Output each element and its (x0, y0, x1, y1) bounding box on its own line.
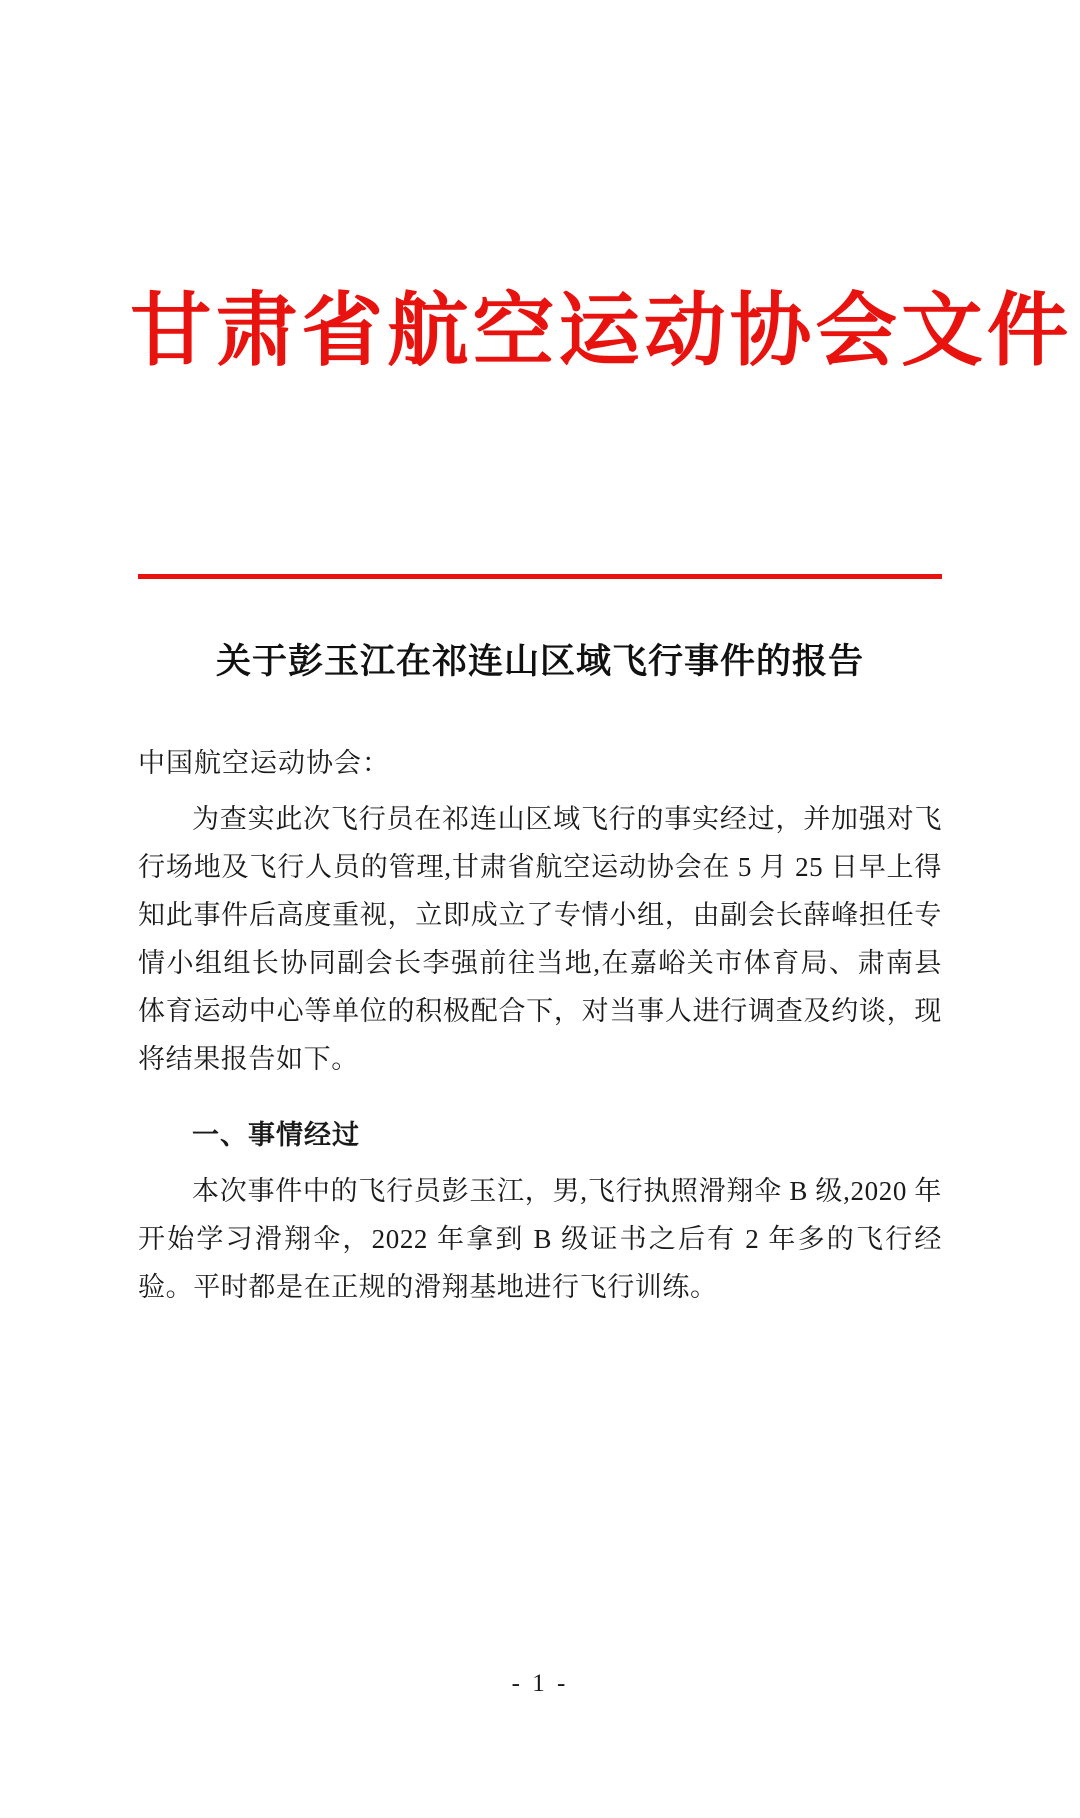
masthead-divider (138, 574, 942, 579)
page-title: 关于彭玉江在祁连山区域飞行事件的报告 (215, 642, 864, 681)
salutation: 中国航空运动协会： (138, 748, 390, 778)
masthead (129, 288, 1073, 579)
page-number: - 1 - (511, 1670, 569, 1697)
section-heading: 一、事情经过 (192, 1119, 360, 1150)
body-paragraph: 为查实此次飞行员在祁连山区域飞行的事实经过，并加强对飞行场地及飞行人员的管理,甘肃省航空运动协会在 5 月 25 日早上得知此事件后高度重视，立即成立了专情小组，由副会长薛峰担任专情小组组长协同副会长李强前往当地,在嘉峪关市体育局、肃南县体育运动中心等单位的积极配合下，对当事人进行调查及约谈，现将结果报告如下。 (138, 804, 942, 1075)
masthead-title: 甘肃省航空运动协会文件 (129, 288, 1073, 376)
document-page (0, 290, 1080, 1818)
section-paragraph: 本次事件中的飞行员彭玉江，男,飞行执照滑翔伞 B 级,2020 年开始学习滑翔伞，2022 年拿到 B 级证书之后有 2 年多的飞行经验。平时都是在正规的滑翔基地进行飞行训练。 (138, 1175, 942, 1302)
